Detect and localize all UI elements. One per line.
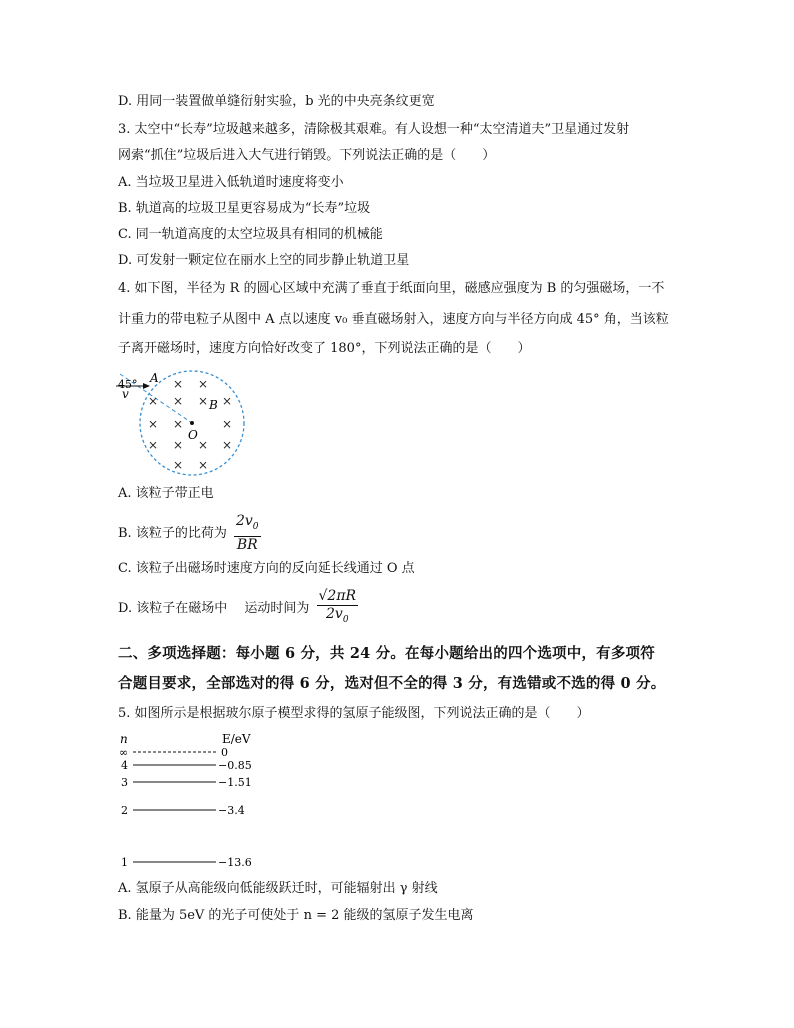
q3-option-b: B. 轨道高的垃圾卫星更容易成为“长寿”垃圾 xyxy=(118,201,371,216)
svg-text:×: × xyxy=(173,458,184,472)
velocity-arrowhead xyxy=(143,383,150,389)
svg-text:×: × xyxy=(198,377,209,391)
q3-option-d: D. 可发射一颗定位在丽水上空的同步静止轨道卫星 xyxy=(118,253,410,268)
q5-stem: 5. 如图所示是根据玻尔原子模型求得的氢原子能级图，下列说法正确的是（ ） xyxy=(118,706,590,721)
svg-text:×: × xyxy=(148,417,159,431)
svg-text:×: × xyxy=(198,458,209,472)
svg-text:2: 2 xyxy=(121,804,128,817)
svg-text:×: × xyxy=(222,394,233,408)
q4-stem-line-3: 子离开磁场时，速度方向恰好改变了 180°，下列说法正确的是（ ） xyxy=(118,341,531,356)
svg-text:×: × xyxy=(173,417,184,431)
energy-level-4 xyxy=(121,759,252,772)
svg-text:−0.85: −0.85 xyxy=(218,759,252,772)
q4-option-d-fraction: $\frac{√2\pi R}{2v_0}$ xyxy=(318,588,357,625)
point-b-label: B xyxy=(209,398,218,412)
section2-heading-line-1: 二、多项选择题：每小题 6 分，共 24 分。在每小题给出的四个选项中，有多项符 xyxy=(118,645,655,662)
energy-level-2 xyxy=(121,804,245,817)
q4-option-b-fraction: $\frac{2v_0}{BR}$ xyxy=(235,513,259,553)
q4-option-d xyxy=(118,588,358,629)
svg-text:×: × xyxy=(198,438,209,452)
energy-axis-label: E/eV xyxy=(222,732,251,746)
q3-option-c: C. 同一轨道高度的太空垃圾具有相同的机械能 xyxy=(118,227,383,242)
energy-level-infinity xyxy=(119,746,228,759)
svg-text:∞: ∞ xyxy=(119,746,129,759)
q2-option-d: D. 用同一装置做单缝衍射实验，b 光的中央亮条纹更宽 xyxy=(118,94,435,109)
point-a-label: A xyxy=(150,371,159,385)
velocity-label: v xyxy=(122,387,129,401)
q3-stem-line-1: 3. 太空中“长寿”垃圾越来越多，清除极其艰难。有人设想一种“太空清道夫”卫星通过发射 xyxy=(118,122,630,137)
q3-stem-line-2: 网索“抓住”垃圾后进入大气进行销毁。下列说法正确的是（ ） xyxy=(118,148,496,163)
q4-option-b xyxy=(118,513,261,554)
q4-stem-line-2: 计重力的带电粒子从图中 A 点以速度 v₀ 垂直磁场射入，速度方向与半径方向成 45° 角，当该粒 xyxy=(118,312,669,327)
q5-option-b: B. 能量为 5eV 的光子可使处于 n = 2 能级的氢原子发生电离 xyxy=(118,908,474,923)
q5-option-a: A. 氢原子从高能级向低能级跃迁时，可能辐射出 γ 射线 xyxy=(118,881,438,896)
svg-text:−3.4: −3.4 xyxy=(218,804,245,817)
svg-text:×: × xyxy=(148,438,159,452)
svg-text:4: 4 xyxy=(121,759,128,772)
svg-text:×: × xyxy=(173,377,184,391)
svg-text:×: × xyxy=(198,394,209,408)
magnetic-field-figure xyxy=(112,368,252,478)
svg-text:−1.51: −1.51 xyxy=(218,776,252,789)
point-o-label: O xyxy=(188,428,198,442)
section2-heading-line-2: 合题目要求，全部选对的得 6 分，选对但不全的得 3 分，有选错或不选的得 0 分。 xyxy=(118,675,666,692)
q4-option-a: A. 该粒子带正电 xyxy=(118,486,214,501)
svg-text:×: × xyxy=(173,394,184,408)
svg-text:×: × xyxy=(148,394,159,408)
field-marks xyxy=(148,377,232,472)
svg-text:−13.6: −13.6 xyxy=(218,856,252,869)
angle-label: 45° xyxy=(118,378,138,391)
center-dot xyxy=(190,421,194,425)
svg-text:×: × xyxy=(173,438,184,452)
energy-level-3 xyxy=(121,776,252,789)
q4-option-b-text: B. 该粒子的比荷为 xyxy=(118,525,227,541)
svg-text:×: × xyxy=(222,438,233,452)
svg-text:3: 3 xyxy=(121,776,128,789)
energy-level-1 xyxy=(121,856,252,869)
svg-text:1: 1 xyxy=(121,856,128,869)
q4-option-d-text: D. 该粒子在磁场中 运动时间为 xyxy=(118,600,310,616)
q3-option-a: A. 当垃圾卫星进入低轨道时速度将变小 xyxy=(118,175,344,190)
svg-text:×: × xyxy=(222,417,233,431)
q4-stem-line-1: 4. 如下图，半径为 R 的圆心区域中充满了垂直于纸面向里，磁感应强度为 B 的匀强磁场，一不 xyxy=(118,281,665,296)
n-axis-label: n xyxy=(120,732,128,746)
energy-level-diagram xyxy=(116,730,296,875)
q4-option-c: C. 该粒子出磁场时速度方向的反向延长线通过 O 点 xyxy=(118,561,415,576)
svg-text:0: 0 xyxy=(221,746,228,759)
